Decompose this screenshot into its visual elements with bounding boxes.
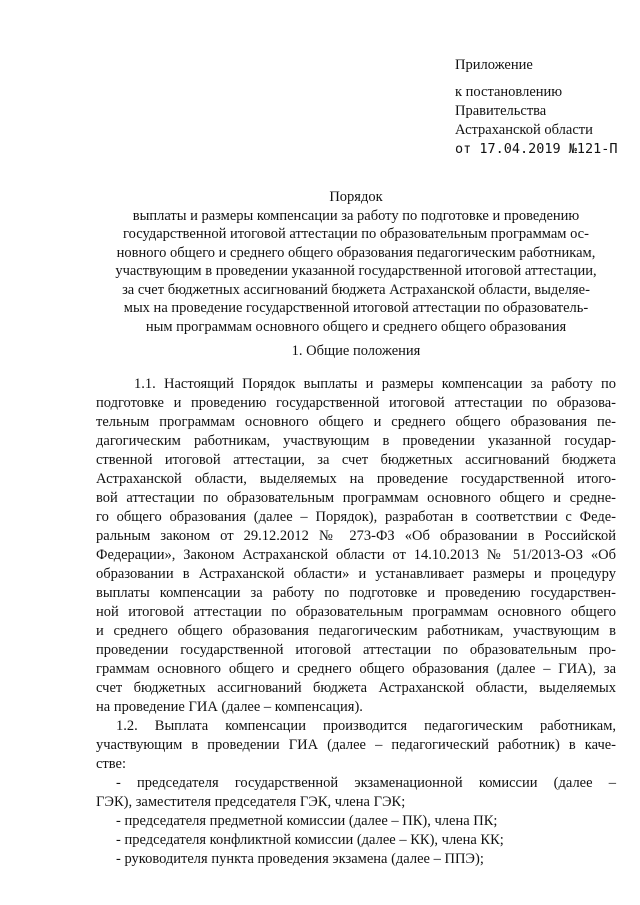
section-heading: 1. Общие положения — [291, 343, 421, 359]
title-line: новного общего и среднего общего образования педагогическим работникам, — [116, 244, 596, 261]
appendix-line: Астраханской области — [455, 122, 593, 138]
title-line: выплаты и размеры компенсации за работу по подготовке и проведению — [132, 207, 580, 224]
paragraph-line: и среднего общего образования педагогическим работникам, участвующим в — [96, 623, 616, 639]
list-item-line: - председателя конфликтной комиссии (далее – КК), члена КК; — [116, 832, 504, 848]
paragraph-line: 1.2. Выплата компенсации производится педагогическим работникам, — [116, 718, 616, 734]
title-line: мых на проведение государственной итоговой аттестации по образователь- — [123, 300, 589, 316]
paragraph-line: проведении государственной итоговой аттестации по образовательным про- — [96, 642, 616, 658]
document-title — [96, 188, 616, 336]
paragraph-line: Федерации», Законом Астраханской области от 14.10.2013 № 51/2013-ОЗ «Об — [96, 547, 616, 563]
paragraph-line: ственной итоговой аттестации, за счет бюджетных ассигнований бюджета — [96, 452, 616, 468]
section-body — [96, 375, 616, 869]
title-line: ным программам основного общего и среднего общего образования — [145, 318, 567, 335]
title-line: государственной итоговой аттестации по образовательным программам ос- — [123, 226, 589, 242]
paragraph-line: образовании в Астраханской области» и устанавливает размеры и процедуру — [96, 566, 616, 582]
paragraph-line: на проведение ГИА (далее – компенсация). — [96, 699, 363, 715]
title-line: за счет бюджетных ассигнований бюджета Астраханской области, выделяе- — [122, 281, 590, 298]
paragraph-line: Астраханской области, выделяемых на проведение государственной итого- — [96, 471, 616, 487]
paragraph-line: подготовке и проведению государственной итоговой аттестации по образова- — [96, 395, 616, 411]
list-item-line: ГЭК), заместителя председателя ГЭК, члена ГЭК; — [96, 794, 406, 810]
paragraph-line: дагогическим работникам, участвующим в проведении указанной государ- — [96, 433, 616, 449]
paragraph-line: 1.1. Настоящий Порядок выплаты и размеры компенсации за работу по — [134, 376, 616, 392]
paragraph-line: выплаты компенсации за работу по подготовке и проведению государствен- — [96, 585, 616, 601]
paragraph-line: вой аттестации по образовательным программам основного общего и средне- — [96, 490, 616, 506]
title-line: участвующим в проведении указанной государственной итоговой аттестации, — [115, 263, 597, 279]
paragraph-line: тельным программам основного общего и среднего общего образования пе- — [96, 414, 616, 430]
list-item-line: - председателя государственной экзаменационной комиссии (далее – — [116, 775, 616, 791]
paragraph-line: счет бюджетных ассигнований бюджета Астраханской области, выделяемых — [96, 680, 616, 696]
paragraph-line: стве: — [96, 756, 126, 772]
paragraph-line: ральным законом от 29.12.2012 № 273-ФЗ «Об образовании в Российской — [96, 528, 616, 544]
appendix-label: Приложение — [455, 57, 533, 73]
title-heading: Порядок — [329, 189, 383, 205]
paragraph-line: го общего образования (далее – Порядок), разработан в соответствии с Феде- — [96, 509, 616, 525]
appendix-block — [455, 56, 618, 159]
paragraph-line: ной итоговой аттестации по образовательным программам основного общего — [96, 604, 616, 620]
paragraph-line: участвующим в проведении ГИА (далее – педагогический работник) в каче- — [96, 737, 616, 753]
list-item-line: - председателя предметной комиссии (далее – ПК), члена ПК; — [116, 813, 498, 829]
appendix-line: к постановлению — [455, 84, 563, 100]
appendix-line: Правительства — [455, 103, 547, 119]
appendix-date: от 17.04.2019 №121-П — [455, 141, 618, 157]
paragraph-line: граммам основного общего и среднего общего образования (далее – ГИА), за — [96, 661, 616, 677]
list-item-line: - руководителя пункта проведения экзамена (далее – ППЭ); — [116, 851, 484, 867]
